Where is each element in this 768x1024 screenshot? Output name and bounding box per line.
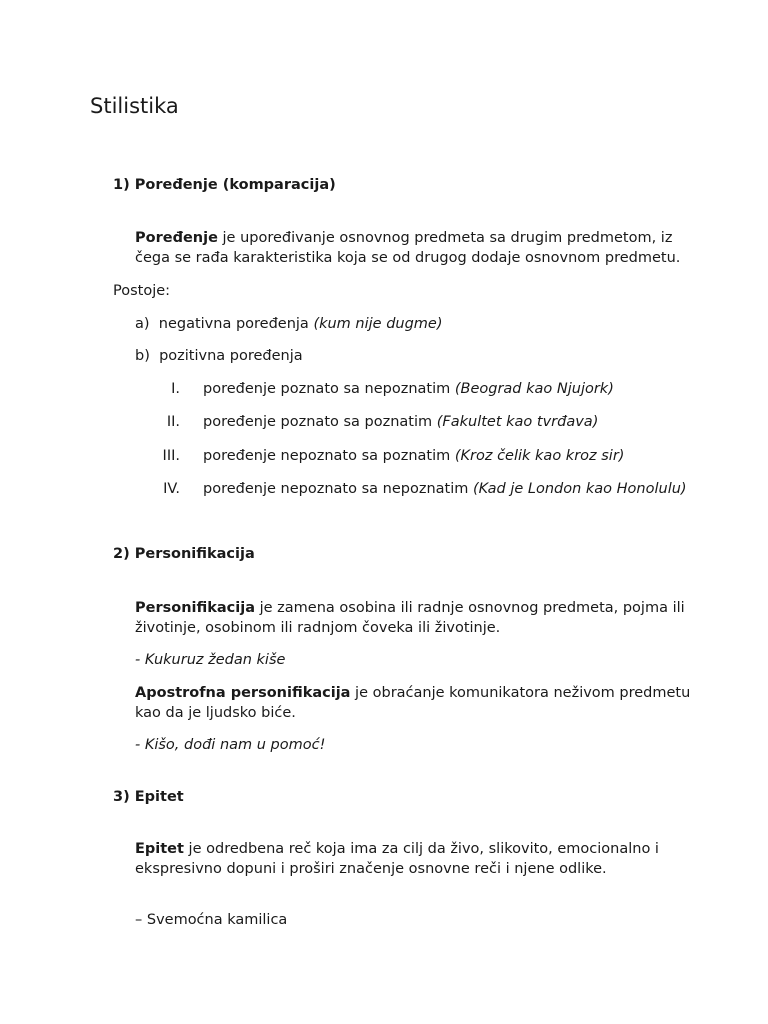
roman-item-text: poređenje nepoznato sa nepoznatim <box>203 481 469 497</box>
roman-numeral: IV. <box>163 481 180 497</box>
list-item-a-text: negativna poređenja <box>158 316 309 332</box>
section-heading-personifikacija: 2) Personifikacija <box>113 546 255 562</box>
postoje-label: Postoje: <box>113 283 171 299</box>
personifikacija-definition <box>135 598 695 638</box>
term-poredjenje: Poređenje <box>135 230 218 246</box>
roman-item <box>140 448 624 464</box>
roman-item-example: (Beograd kao Njujork) <box>454 381 614 397</box>
list-item-b-text: pozitivna poređenja <box>159 348 303 364</box>
definition-text-line2: kao da je ljudsko biće. <box>135 705 296 721</box>
definition-text-line1: je obraćanje komunikatora neživom predmetu <box>350 685 691 701</box>
roman-item-text: poređenje nepoznato sa poznatim <box>203 448 451 464</box>
epitet-definition <box>135 839 695 879</box>
epitet-example: – Svemoćna kamilica <box>135 912 288 928</box>
definition-text-line2: čega se rađa karakteristika koja se od drugog dodaje osnovnom predmetu. <box>135 250 681 266</box>
term-apostrofna-personifikacija: Apostrofna personifikacija <box>135 685 351 701</box>
definition-text-line1: je odredbena reč koja ima za cilj da živo, slikovito, emocionalno i <box>183 841 659 857</box>
list-marker-a: a) <box>135 316 150 332</box>
roman-item-text: poređenje poznato sa nepoznatim <box>203 381 451 397</box>
list-item-b <box>135 348 303 364</box>
page-title: Stilistika <box>90 94 179 118</box>
roman-item-example: (Kad je London kao Honolulu) <box>472 481 687 497</box>
roman-item <box>140 381 614 397</box>
list-item-a <box>135 316 443 332</box>
list-marker-b: b) <box>135 348 150 364</box>
roman-numeral: II. <box>166 414 180 430</box>
personifikacija-example: - Kukuruz žedan kiše <box>135 652 286 668</box>
roman-numeral: III. <box>162 448 180 464</box>
roman-numeral: I. <box>171 381 180 397</box>
section-heading-epitet: 3) Epitet <box>113 789 184 805</box>
term-epitet: Epitet <box>135 841 184 857</box>
definition-text-line1: je zamena osobina ili radnje osnovnog predmeta, pojma ili <box>255 600 685 616</box>
apostrofna-definition <box>135 683 695 723</box>
roman-item-example: (Fakultet kao tvrđava) <box>436 414 599 430</box>
roman-item <box>140 481 687 497</box>
apostrofna-example: - Kišo, dođi nam u pomoć! <box>135 737 326 753</box>
roman-item-example: (Kroz čelik kao kroz sir) <box>454 448 625 464</box>
list-item-a-example: (kum nije dugme) <box>313 316 443 332</box>
term-personifikacija: Personifikacija <box>135 600 255 616</box>
section-heading-poredjenje: 1) Poređenje (komparacija) <box>113 177 336 193</box>
definition-text-line2: životinje, osobinom ili radnjom čoveka ili životinje. <box>135 620 501 636</box>
definition-text-line2: ekspresivno dopuni i proširi značenje osnovne reči i njene odlike. <box>135 861 607 877</box>
roman-item <box>140 414 598 430</box>
roman-item-text: poređenje poznato sa poznatim <box>203 414 433 430</box>
definition-text-line1: je upoređivanje osnovnog predmeta sa drugim predmetom, iz <box>217 230 673 246</box>
poredjenje-definition <box>135 228 695 268</box>
